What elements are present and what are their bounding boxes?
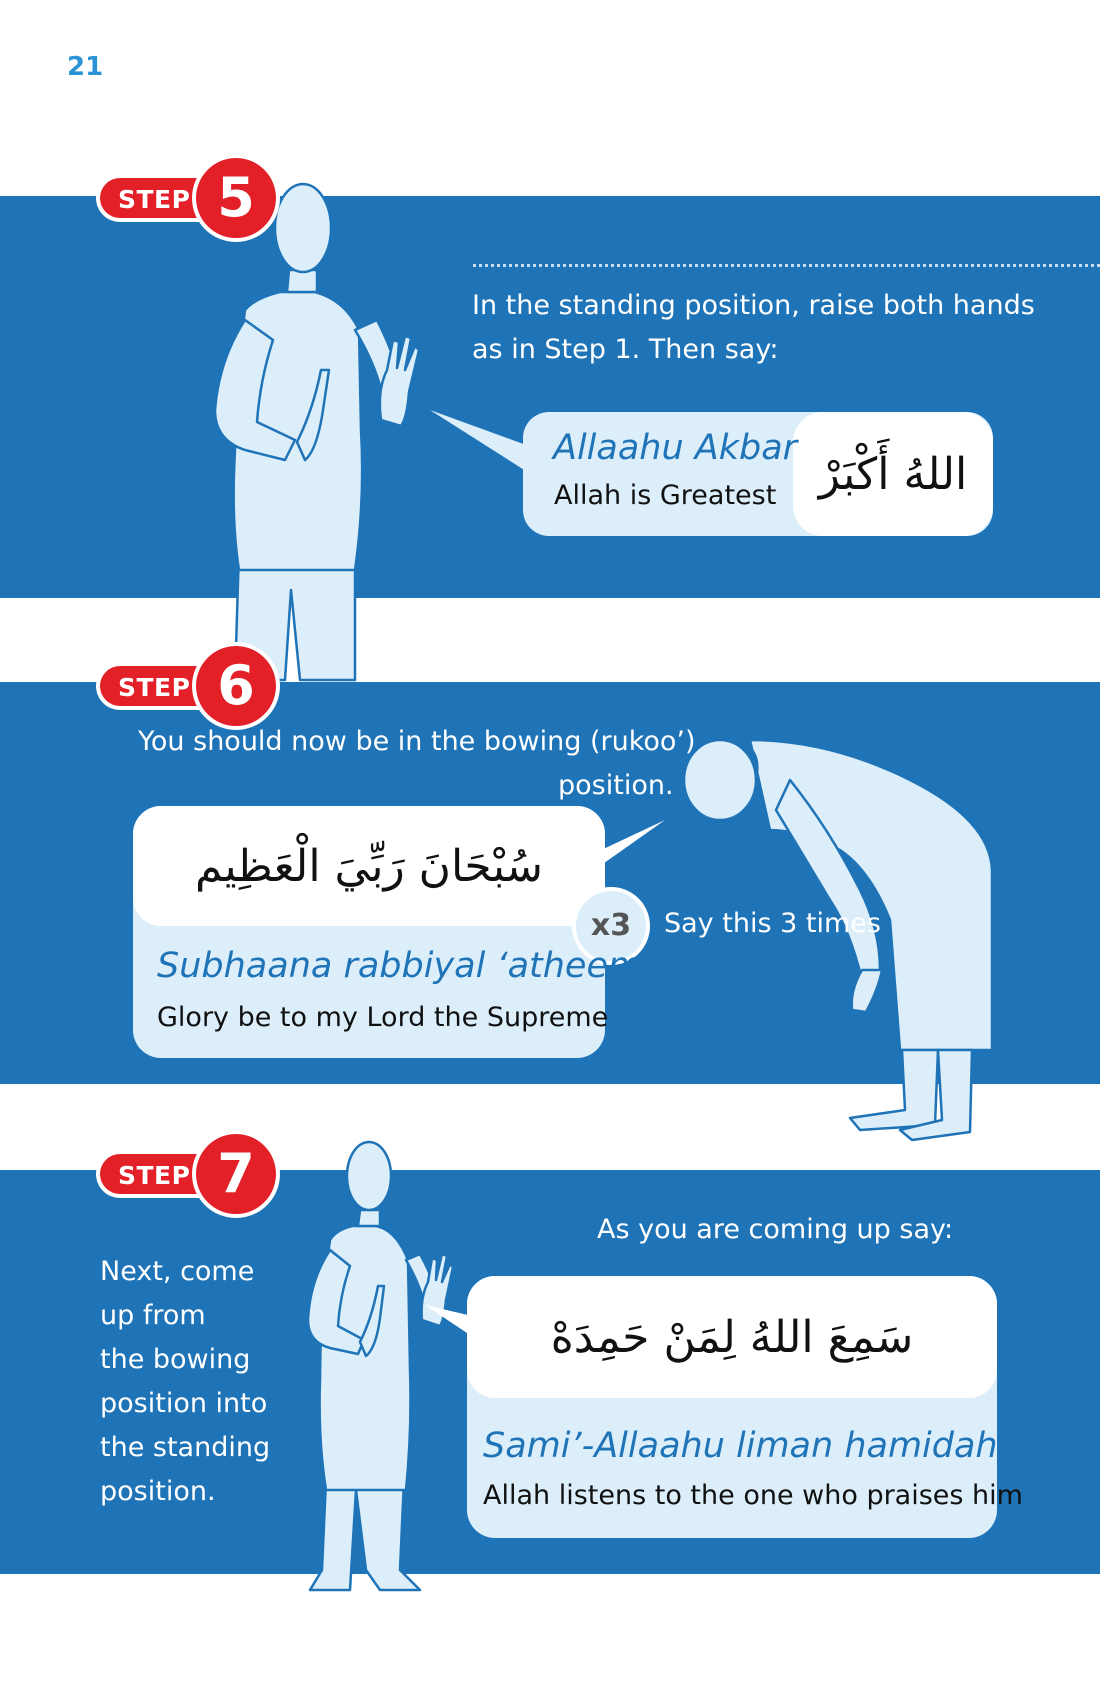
- step6-meaning: Glory be to my Lord the Supreme: [157, 1002, 609, 1033]
- step5-badge: [100, 168, 276, 228]
- step5-instruction-line1: In the standing position, raise both hands: [472, 290, 1035, 321]
- step6-badge: [100, 656, 276, 716]
- step5-arabic-text: اللهُ أَكْبَرْ: [818, 448, 968, 500]
- step7-transliteration: Sami’-Allaahu liman hamidah: [483, 1426, 998, 1466]
- step7-badge-word: STEP: [118, 1161, 191, 1190]
- step6-arabic-text: سُبْحَانَ رَبِّيَ الْعَظِيم: [195, 840, 543, 892]
- step5-transliteration: Allaahu Akbar: [553, 428, 798, 468]
- step6-badge-number: 6: [196, 646, 276, 726]
- step5-standing-figure: [205, 170, 445, 670]
- step7-side-text-line1: Next, come: [100, 1256, 255, 1287]
- step5-badge-number: 5: [196, 158, 276, 238]
- step6-instruction-line2: position.: [558, 770, 674, 801]
- step6-transliteration: Subhaana rabbiyal ‘atheem: [157, 946, 643, 986]
- step5-badge-word: STEP: [118, 185, 191, 214]
- step7-badge-number: 7: [196, 1134, 276, 1214]
- step7-arabic-box: [467, 1276, 997, 1398]
- page-number: 21: [67, 52, 104, 82]
- step5-dotted-divider: [473, 264, 1100, 267]
- step7-badge: [100, 1144, 276, 1204]
- step6-repeat-text: Say this 3 times: [664, 908, 881, 939]
- step7-instruction: As you are coming up say:: [597, 1214, 954, 1245]
- step7-side-text-line4: position into: [100, 1388, 268, 1419]
- step5-meaning: Allah is Greatest: [554, 480, 777, 511]
- step7-side-text-line3: the bowing: [100, 1344, 251, 1375]
- step5-band: [0, 196, 1100, 598]
- step7-side-text-line2: up from: [100, 1300, 206, 1331]
- step7-arabic-text: سَمِعَ اللهُ لِمَنْ حَمِدَهْ: [550, 1311, 914, 1363]
- step6-badge-word: STEP: [118, 673, 191, 702]
- step5-arabic-box: [793, 412, 993, 536]
- step7-meaning: Allah listens to the one who praises him: [483, 1480, 1023, 1511]
- step6-arabic-box: [133, 806, 605, 926]
- step6-instruction-line1: You should now be in the bowing (rukoo’): [138, 726, 696, 757]
- step7-side-text-line5: the standing: [100, 1432, 271, 1463]
- step7-side-text-line6: position.: [100, 1476, 216, 1507]
- step5-instruction-line2: as in Step 1. Then say:: [472, 334, 779, 365]
- step6-repeat-badge: x3: [572, 887, 650, 965]
